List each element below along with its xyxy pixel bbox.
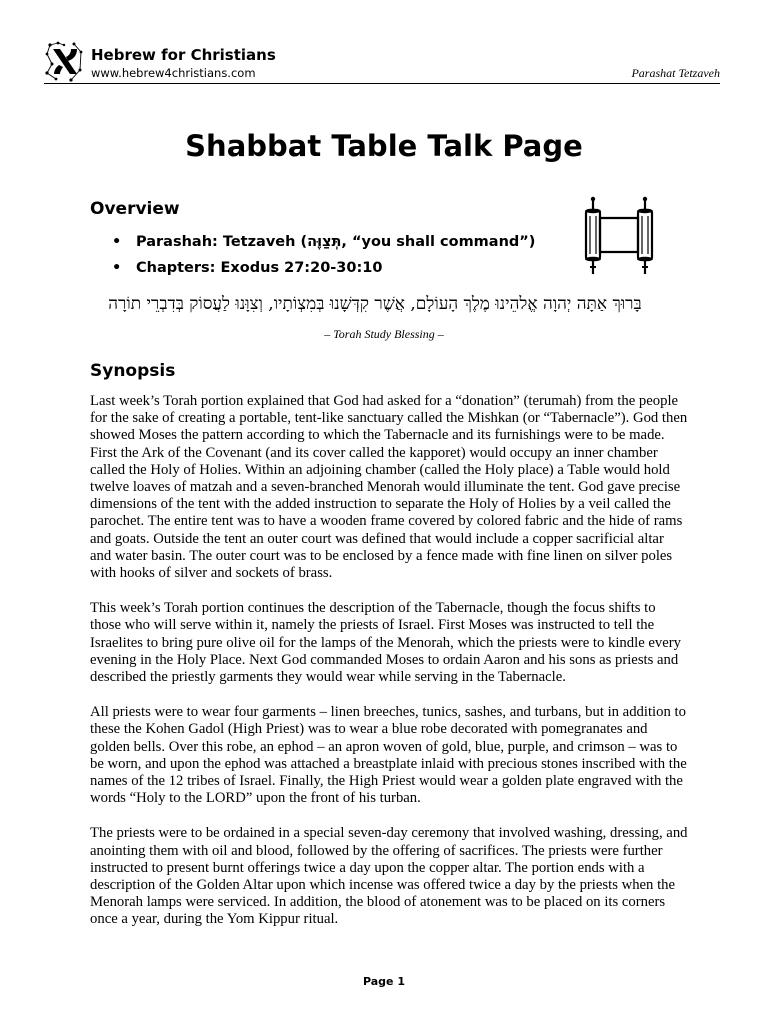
list-item: • Chapters: Exodus 27:20-30:10 [112, 258, 535, 284]
page-number: Page 1 [362, 975, 405, 988]
header-divider [44, 83, 720, 84]
page-header [44, 40, 720, 82]
overview-list [112, 232, 535, 284]
torah-blessing-hebrew: בָּרוּךְ אַתָּה יְהוָה אֱלהֵינוּ מֶלֶךְ הָעוֹלָם, אֲשֶׁר קִדְּשָׁנוּ בְּמִצְוֹתָיו, וְצִוָּנוּ לַעֲסוֹק בְּדִבְרֵי תוֹרָה [108, 294, 642, 314]
synopsis-paragraph: The priests were to be ordained in a special seven-day ceremony that involved washing, dressing, and anointing them with oil and blood, followed by the offering of sacrifices. The priests were further instructed to present burnt offerings twice a day upon the copper altar. The portion ends with a description of the Golden Altar upon which incense was offered twice a day by the priests when the Menorah lamps were serviced. In addition, the blood of atonement was to be placed on its corners once a year, during the Yom Kippur ritual. [90, 825, 688, 928]
brand-name: Hebrew for Christians [91, 46, 276, 64]
page-title: Shabbat Table Talk Page [185, 129, 583, 163]
parasha-label: Parashat Tetzaveh [631, 66, 720, 80]
list-item: • Parashah: Tetzaveh (תְּצַוֶּה, “you shall command”) [112, 232, 535, 258]
synopsis-heading: Synopsis [90, 361, 176, 381]
torah-scroll-icon [583, 196, 655, 276]
brand-url[interactable]: www.hebrew4christians.com [91, 66, 256, 80]
blessing-caption: – Torah Study Blessing – [324, 327, 444, 341]
aleph-logo-icon [44, 40, 84, 82]
overview-heading: Overview [90, 199, 180, 219]
synopsis-body [90, 393, 688, 947]
synopsis-paragraph: All priests were to wear four garments – linen breeches, tunics, sashes, and turbans, but in addition to these the Kohen Gadol (High Priest) was to wear a blue robe decorated with pomegranates and golden bells. Over this robe, an ephod – an apron woven of gold, blue, purple, and crimson – was to be worn, and upon the ephod was attached a breastplate inlaid with precious stones inscribed with the names of the 12 tribes of Israel. Finally, the High Priest would wear a golden plate engraved with the words “Holy to the LORD” upon the front of his turban. [90, 704, 687, 807]
synopsis-paragraph: Last week’s Torah portion explained that God had asked for a “donation” (terumah) from the people for the sake of creating a portable, tent-like sanctuary called the Mishkan (or “Tabernacle”). God then showed Moses the pattern according to which the Tabernacle and its furnishings were to be made. First the Ark of the Covenant (and its cover called the kapporet) would occupy an inner chamber called the Holy of Holies. Within an adjoining chamber (called the Holy place) a Table would hold twelve loaves of matzah and a seven-branched Menorah would illuminate the tent. God gave precise dimensions of the tent with the added instruction to separate the Holy of Holies by a veil called the parochet. The entire tent was to have a wooden frame covered by colored fabric and the hide of rams and goats. Outside the tent an outer court was defined that would include a copper sacrificial altar and water basin. The outer court was to be enclosed by a fence made with fine linen on silver poles with hooks of silver and sockets of brass. [90, 393, 688, 582]
synopsis-paragraph: This week’s Torah portion continues the description of the Tabernacle, though the focus shifts to those who will serve within it, namely the priests of Israel. First Moses was instructed to tell the Israelites to bring pure olive oil for the lamps of the Menorah, which the priests were to kindle every evening in the Holy Place. Next God commanded Moses to ordain Aaron and his sons as priests and described the priestly garments they would wear while serving in the Tabernacle. [90, 600, 681, 686]
